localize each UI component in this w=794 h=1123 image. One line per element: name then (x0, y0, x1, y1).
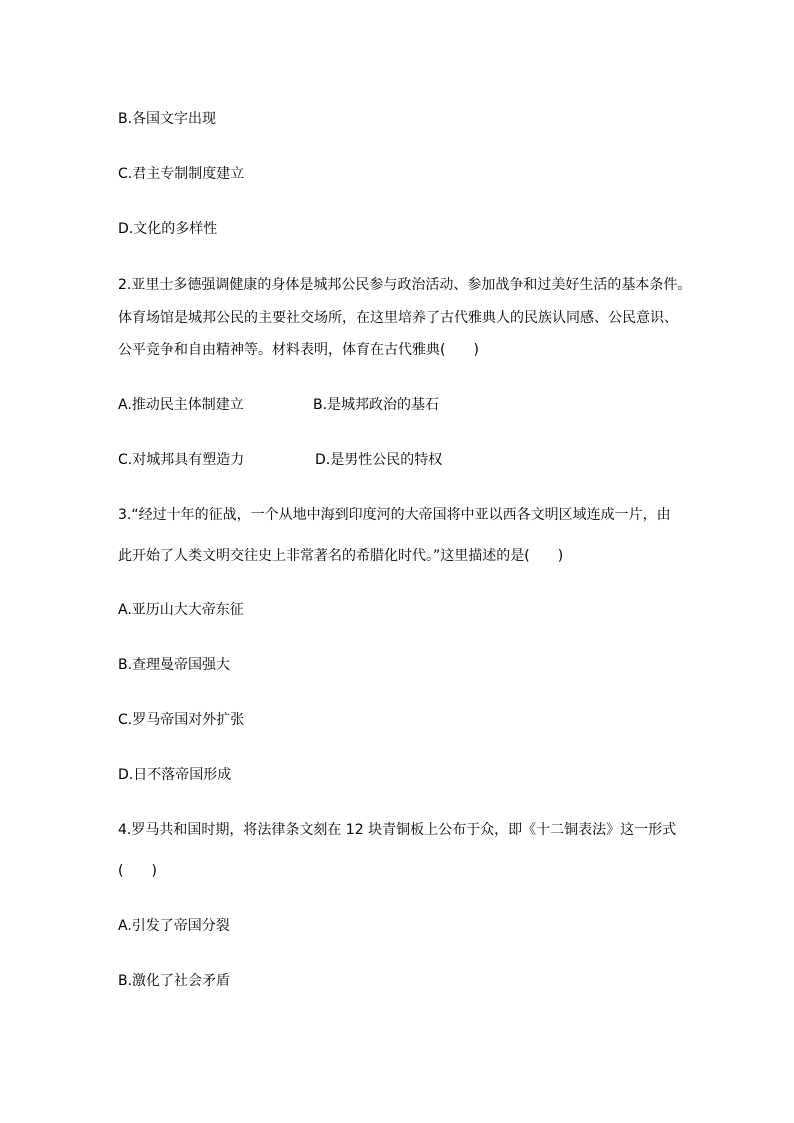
q2-option-a: A.推动民主体制建立 (118, 397, 244, 413)
q2-option-b: B.是城邦政治的基石 (313, 397, 440, 413)
q1-option-b: B.各国文字出现 (118, 111, 217, 127)
q3-stem-line-1: 3.“经过十年的征战，一个从地中海到印度河的大帝国将中亚以西各文明区域连成一片，由 (118, 507, 671, 523)
q3-option-a: A.亚历山大大帝东征 (118, 602, 244, 618)
q3-option-d: D.日不落帝国形成 (118, 767, 232, 783)
q2-stem-line-3: 公平竞争和自由精神等。材料表明，体育在古代雅典( ) (118, 342, 479, 358)
q2-option-c: C.对城邦具有塑造力 (118, 452, 245, 468)
q4-stem-line-2: ( ) (118, 863, 157, 879)
q4-option-b: B.激化了社会矛盾 (118, 973, 231, 989)
q2-stem-line-1: 2.亚里士多德强调健康的身体是城邦公民参与政治活动、参加战争和过美好生活的基本条件。 (118, 277, 692, 293)
q4-stem-line-1: 4.罗马共和国时期，将法律条文刻在 12 块青铜板上公布于众，即《十二铜表法》这一形式 (118, 822, 677, 838)
q4-option-a: A.引发了帝国分裂 (118, 918, 230, 934)
q3-option-b: B.查理曼帝国强大 (118, 657, 231, 673)
q3-option-c: C.罗马帝国对外扩张 (118, 712, 245, 728)
q3-stem-line-2: 此开始了人类文明交往史上非常著名的希腊化时代。”这里描述的是( ) (118, 548, 564, 564)
q2-option-d: D.是男性公民的特权 (315, 452, 443, 468)
q1-option-c: C.君主专制制度建立 (118, 166, 245, 182)
q2-stem-line-2: 体育场馆是城邦公民的主要社交场所，在这里培养了古代雅典人的民族认同感、公民意识、 (118, 310, 678, 326)
q1-option-d: D.文化的多样性 (118, 221, 218, 237)
